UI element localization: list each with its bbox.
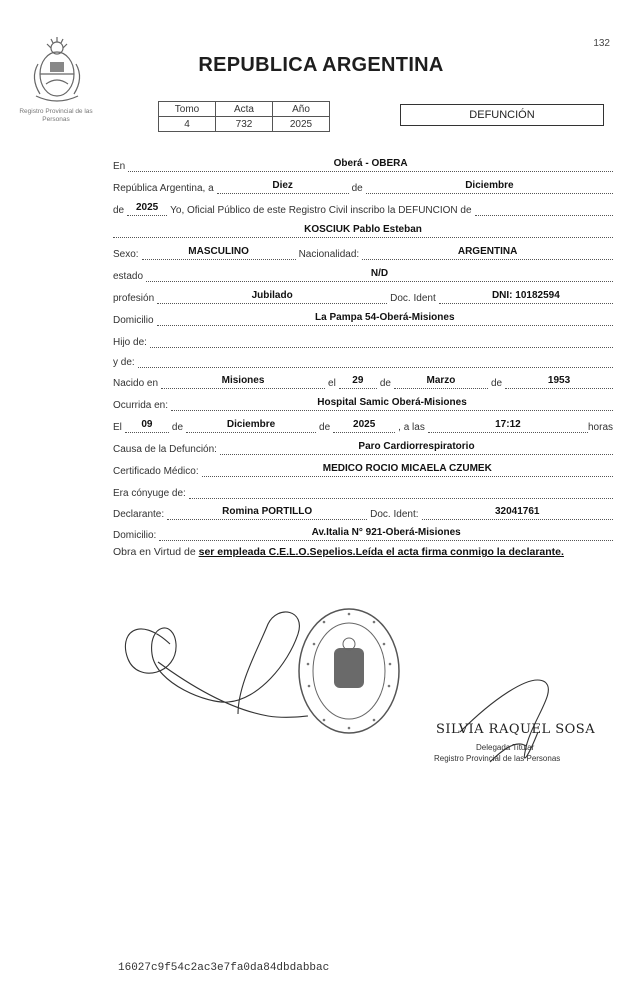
- hijo-value: [150, 334, 613, 348]
- domicilio-value: La Pampa 54-Oberá-Misiones: [157, 312, 613, 326]
- obra-paragraph: [113, 545, 615, 560]
- death-day-value: 09: [125, 419, 169, 433]
- estado-value: N/D: [146, 268, 613, 282]
- ocurrida-value: Hospital Samic Oberá-Misiones: [171, 397, 613, 411]
- nacido-value: Misiones: [161, 375, 325, 389]
- conyuge-value: [189, 485, 613, 499]
- decl-domicilio-value: Av.Italia N° 921-Oberá-Misiones: [159, 527, 613, 541]
- month-value: Diciembre: [366, 180, 613, 194]
- page-number: 132: [593, 38, 610, 49]
- death-de-label-2: de: [319, 422, 331, 433]
- ref-value-ano: 2025: [273, 117, 330, 132]
- doc-label: Doc. Ident: [390, 293, 436, 304]
- decl-doc-value: 32041761: [422, 506, 614, 520]
- sexo-value: MASCULINO: [142, 246, 296, 260]
- decl-doc-label: Doc. Ident:: [370, 509, 419, 520]
- obra-value: ser empleada C.E.L.O.Sepelios.Leída el acta firma conmigo la declarante.: [198, 546, 564, 558]
- official-seal-icon: [294, 604, 404, 738]
- profesion-value: Jubilado: [157, 290, 387, 304]
- domicilio-label: Domicilio: [113, 315, 154, 326]
- row-cause: [113, 439, 613, 455]
- death-month-value: Diciembre: [186, 419, 316, 433]
- nacido-label: Nacido en: [113, 378, 159, 389]
- birth-de-label: de: [379, 378, 391, 389]
- birth-el-label: el: [328, 378, 336, 389]
- de-label-2: de: [113, 205, 125, 216]
- doc-value: DNI: 10182594: [439, 290, 613, 304]
- ref-value-acta: 732: [216, 117, 273, 132]
- declarant-signature-icon: [118, 604, 308, 732]
- row-certificate: [113, 461, 613, 477]
- row-occurred: [113, 395, 613, 411]
- row-deceased: [113, 222, 613, 238]
- horas-label: horas: [587, 422, 613, 433]
- row-profession: [113, 288, 613, 304]
- declarante-value: Romina PORTILLO: [167, 506, 367, 520]
- ocurrida-label: Ocurrida en:: [113, 400, 169, 411]
- signatory-role: Delegada Titular: [476, 743, 535, 752]
- causa-value: Paro Cardiorrespiratorio: [220, 441, 613, 455]
- de-label: de: [351, 183, 363, 194]
- row-y-de: [113, 352, 613, 368]
- death-year-value: 2025: [333, 419, 395, 433]
- row-birth: [113, 373, 613, 389]
- nacionalidad-value: ARGENTINA: [362, 246, 613, 260]
- en-label: En: [113, 161, 126, 172]
- death-de-label: de: [171, 422, 184, 433]
- certificado-label: Certificado Médico:: [113, 466, 199, 477]
- place-value: Oberá - OBERA: [128, 158, 613, 172]
- official-blank: [475, 202, 613, 216]
- hijo-label: Hijo de:: [113, 337, 147, 348]
- row-place: [113, 156, 613, 172]
- profesion-label: profesión: [113, 293, 155, 304]
- republica-label: República Argentina, a: [113, 183, 214, 194]
- row-sex-nationality: [113, 244, 613, 260]
- causa-label: Causa de la Defunción:: [113, 444, 217, 455]
- ref-value-tomo: 4: [159, 117, 216, 132]
- day-words-value: Diez: [217, 180, 349, 194]
- row-hijo: [113, 332, 613, 348]
- estado-label: estado: [113, 271, 144, 282]
- conyuge-label: Era cónyuge de:: [113, 488, 186, 499]
- sexo-label: Sexo:: [113, 249, 139, 260]
- ref-header-acta: Acta: [216, 102, 273, 117]
- death-time-value: 17:12: [428, 419, 588, 433]
- declarante-label: Declarante:: [113, 509, 165, 520]
- year-value: 2025: [127, 202, 167, 216]
- birth-month-value: Marzo: [394, 375, 488, 389]
- birth-year-value: 1953: [505, 375, 613, 389]
- official-text: Yo, Oficial Público de este Registro Civil inscribo la DEFUNCION de: [170, 205, 472, 216]
- y-de-value: [138, 354, 613, 368]
- row-declarant: [113, 504, 613, 520]
- ref-header-tomo: Tomo: [159, 102, 216, 117]
- record-reference-table: [158, 101, 330, 132]
- ref-header-ano: Año: [273, 102, 330, 117]
- signatory-name: SILVIA RAQUEL SOSA: [436, 722, 596, 737]
- row-official: [113, 200, 613, 216]
- death-el-label: El: [113, 422, 122, 433]
- row-date: [113, 178, 613, 194]
- row-estado: [113, 266, 613, 282]
- decl-domicilio-label: Domicilio:: [113, 530, 157, 541]
- certificado-value: MEDICO ROCIO MICAELA CZUMEK: [202, 463, 613, 477]
- row-death-date: [113, 417, 613, 433]
- row-spouse: [113, 483, 613, 499]
- record-type-box: DEFUNCIÓN: [400, 104, 604, 126]
- nacionalidad-label: Nacionalidad:: [298, 249, 360, 260]
- obra-label: Obra en Virtud de: [113, 546, 196, 558]
- deceased-name-value: KOSCIUK Pablo Esteban: [113, 224, 613, 238]
- row-declarant-address: [113, 525, 613, 541]
- row-domicilio: [113, 310, 613, 326]
- crest-caption: Registro Provincial de las Personas: [19, 108, 93, 123]
- document-hash: 16027c9f54c2ac3e7fa0da84dbdabbac: [118, 962, 330, 974]
- birth-de-label-2: de: [490, 378, 503, 389]
- y-de-label: y de:: [113, 357, 135, 368]
- signatory-office: Registro Provincial de las Personas: [434, 754, 561, 763]
- a-las-label: , a las: [398, 422, 425, 433]
- birth-day-value: 29: [339, 375, 377, 389]
- page-title: REPUBLICA ARGENTINA: [198, 54, 444, 76]
